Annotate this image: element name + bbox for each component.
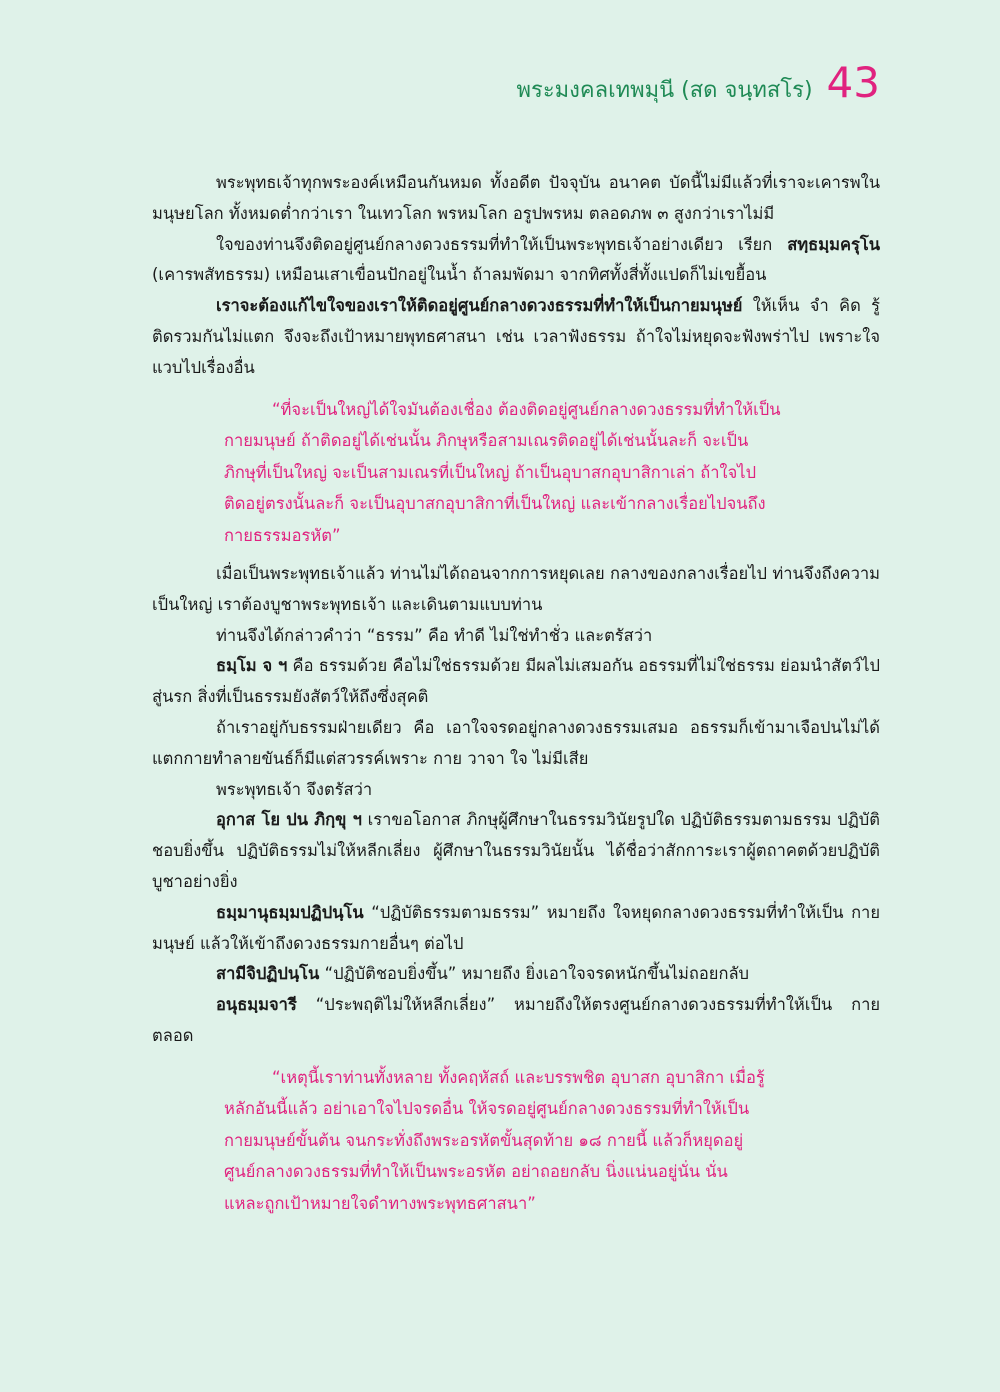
quote-2-line: หลักอันนี้แล้ว อย่าเอาใจไปจรดอื่น ให้จรดอยู่ศูนย์กลางดวงธรรมที่ทำให้เป็น	[224, 1099, 750, 1119]
paragraph-12-text: “ประพฤติไม่ให้หลีกเลี่ยง” หมายถึงให้ตรงศูนย์กลางดวงธรรมที่ทำให้เป็น กายตลอด	[152, 995, 880, 1046]
paragraph-4: เมื่อเป็นพระพุทธเจ้าแล้ว ท่านไม่ได้ถอนจากการหยุดเลย กลางของกลางเรื่อยไป ท่านจึงถึงความเป็นใหญ่ เราต้องบูชาพระพุทธเจ้า และเดินตามแบบท่าน	[152, 564, 880, 614]
paragraph-9	[152, 805, 880, 897]
quote-2-line: “เหตุนี้เราท่านทั้งหลาย ทั้งคฤหัสถ์ และบรรพชิต อุบาสก อุบาสิกา เมื่อรู้	[272, 1067, 765, 1087]
paragraph-10-term: ธมฺมานุธมฺมปฏิปนฺโน	[216, 902, 364, 922]
quote-2-line: ศูนย์กลางดวงธรรมที่ทำให้เป็นพระอรหัต อย่าถอยกลับ นิ่งแน่นอยู่นั่น นั่น	[224, 1162, 728, 1182]
paragraph-5: ท่านจึงได้กล่าวคำว่า “ธรรม” คือ ทำดี ไม่ใช่ทำชั่ว และตรัสว่า	[216, 625, 653, 645]
quote-1-line: “ที่จะเป็นใหญ่ได้ใจมันต้องเชื่อง ต้องติดอยู่ศูนย์กลางดวงธรรมที่ทำให้เป็น	[272, 399, 781, 419]
paragraph-9-term: อุกาส โย ปน ภิกฺขุ ฯ	[216, 810, 362, 830]
paragraph-6-term: ธมฺโม จ ฯ	[216, 656, 288, 676]
page-number: 43	[826, 58, 880, 107]
quote-1-line: ติดอยู่ตรงนั้นละก็ จะเป็นอุบาสกอุบาสิกาที่เป็นใหญ่ และเข้ากลางเรื่อยไปจนถึง	[224, 494, 766, 514]
paragraph-6	[152, 651, 880, 713]
quote-1-line: กายมนุษย์ ถ้าติดอยู่ได้เช่นนั้น ภิกษุหรือสามเณรติดอยู่ได้เช่นนั้นละก็ จะเป็น	[224, 431, 749, 451]
paragraph-6-text: คือ ธรรมด้วย คือไม่ใช่ธรรมด้วย มีผลไม่เสมอกัน อธรรมที่ไม่ใช่ธรรม ย่อมนำสัตว์ไปสู่นรก สิ่งที่เป็นธรรมยังสัตว์ให้ถึงซึ่งสุคติ	[152, 656, 880, 707]
paragraph-2-text-a: ใจของท่านจึงติดอยู่ศูนย์กลางดวงธรรมที่ทำให้เป็นพระพุทธเจ้าอย่างเดียว เรียก	[216, 234, 788, 254]
paragraph-2-text-c: (เคารพสัทธรรม) เหมือนเสาเขื่อนปักอยู่ในน้ำ ถ้าลมพัดมา จากทิศทั้งสี่ทั้งแปดก็ไม่เขยื้อน	[152, 265, 767, 285]
quote-1-line: ภิกษุที่เป็นใหญ่ จะเป็นสามเณรที่เป็นใหญ่ ถ้าเป็นอุบาสกอุบาสิกาเล่า ถ้าใจไป	[224, 462, 757, 482]
page-body	[152, 168, 880, 1227]
paragraph-8: พระพุทธเจ้า จึงตรัสว่า	[216, 779, 373, 799]
paragraph-7: ถ้าเราอยู่กับธรรมฝ่ายเดียว คือ เอาใจจรดอยู่กลางดวงธรรมเสมอ อธรรมก็เข้ามาเจือปนไม่ได้ แตกกายทำลายขันธ์ก็มีแต่สวรรค์เพราะ กาย วาจา ใจ ไม่มีเสีย	[152, 718, 880, 768]
quote-2-line: กายมนุษย์ขั้นต้น จนกระทั่งถึงพระอรหัตขั้นสุดท้าย ๑๘ กายนี้ แล้วก็หยุดอยู่	[224, 1130, 744, 1150]
paragraph-3-bold: เราจะต้องแก้ไขใจของเราให้ติดอยู่ศูนย์กลางดวงธรรมที่ทำให้เป็นกายมนุษย์	[216, 296, 743, 316]
paragraph-11	[152, 959, 880, 990]
paragraph-9-text: เราขอโอกาส ภิกษุผู้ศึกษาในธรรมวินัยรูปใด ปฏิบัติธรรมตามธรรม ปฏิบัติชอบยิ่งขึ้น ปฏิบัติธรรมไม่ให้หลีกเลี่ยง ผู้ศึกษาในธรรมวินัยนั้น ได้ชื่อว่าสักการะเราผู้ตถาคตด้วยปฏิบัติบูชาอย่างยิ่ง	[152, 810, 880, 892]
paragraph-2-term: สทฺธมฺมครุโน	[787, 234, 880, 254]
quote-block-1	[152, 394, 880, 552]
paragraph-10-text: “ปฏิบัติธรรมตามธรรม” หมายถึง ใจหยุดกลางดวงธรรมที่ทำให้เป็น กายมนุษย์ แล้วให้เข้าถึงดวงธรรมกายอื่นๆ ต่อไป	[152, 902, 880, 953]
quote-block-2	[152, 1062, 880, 1220]
paragraph-3	[152, 291, 880, 383]
quote-1-line: กายธรรมอรหัต”	[224, 525, 341, 545]
paragraph-2	[152, 230, 880, 292]
quote-2-line: แหละถูกเป้าหมายใจดำทางพระพุทธศาสนา”	[224, 1193, 536, 1213]
paragraph-12-term: อนุธมฺมจารี	[216, 995, 297, 1015]
running-header-title: พระมงคลเทพมุนี (สด จนฺทสโร)	[516, 78, 813, 103]
paragraph-1: พระพุทธเจ้าทุกพระองค์เหมือนกันหมด ทั้งอดีต ปัจจุบัน อนาคต บัดนี้ไม่มีแล้วที่เราจะเคารพในมนุษยโลก ทั้งหมดต่ำกว่าเรา ในเทวโลก พรหมโลก อรูปพรหม ตลอดภพ ๓ สูงกว่าเราไม่มี	[152, 173, 880, 223]
paragraph-12	[152, 990, 880, 1052]
paragraph-10	[152, 898, 880, 960]
paragraph-11-text: “ปฏิบัติชอบยิ่งขึ้น” หมายถึง ยิ่งเอาใจจรดหนักขึ้นไม่ถอยกลับ	[319, 964, 750, 984]
page-header	[517, 58, 880, 107]
paragraph-11-term: สามีจิปฏิปนฺโน	[216, 964, 320, 984]
paragraph-3-text: ให้เห็น จำ คิด รู้ ติดรวมกันไม่แตก จึงจะถึงเป้าหมายพุทธศาสนา เช่น เวลาฟังธรรม ถ้าใจไม่หยุดจะฟังพร่าไป เพราะใจแวบไปเรื่องอื่น	[152, 296, 880, 377]
